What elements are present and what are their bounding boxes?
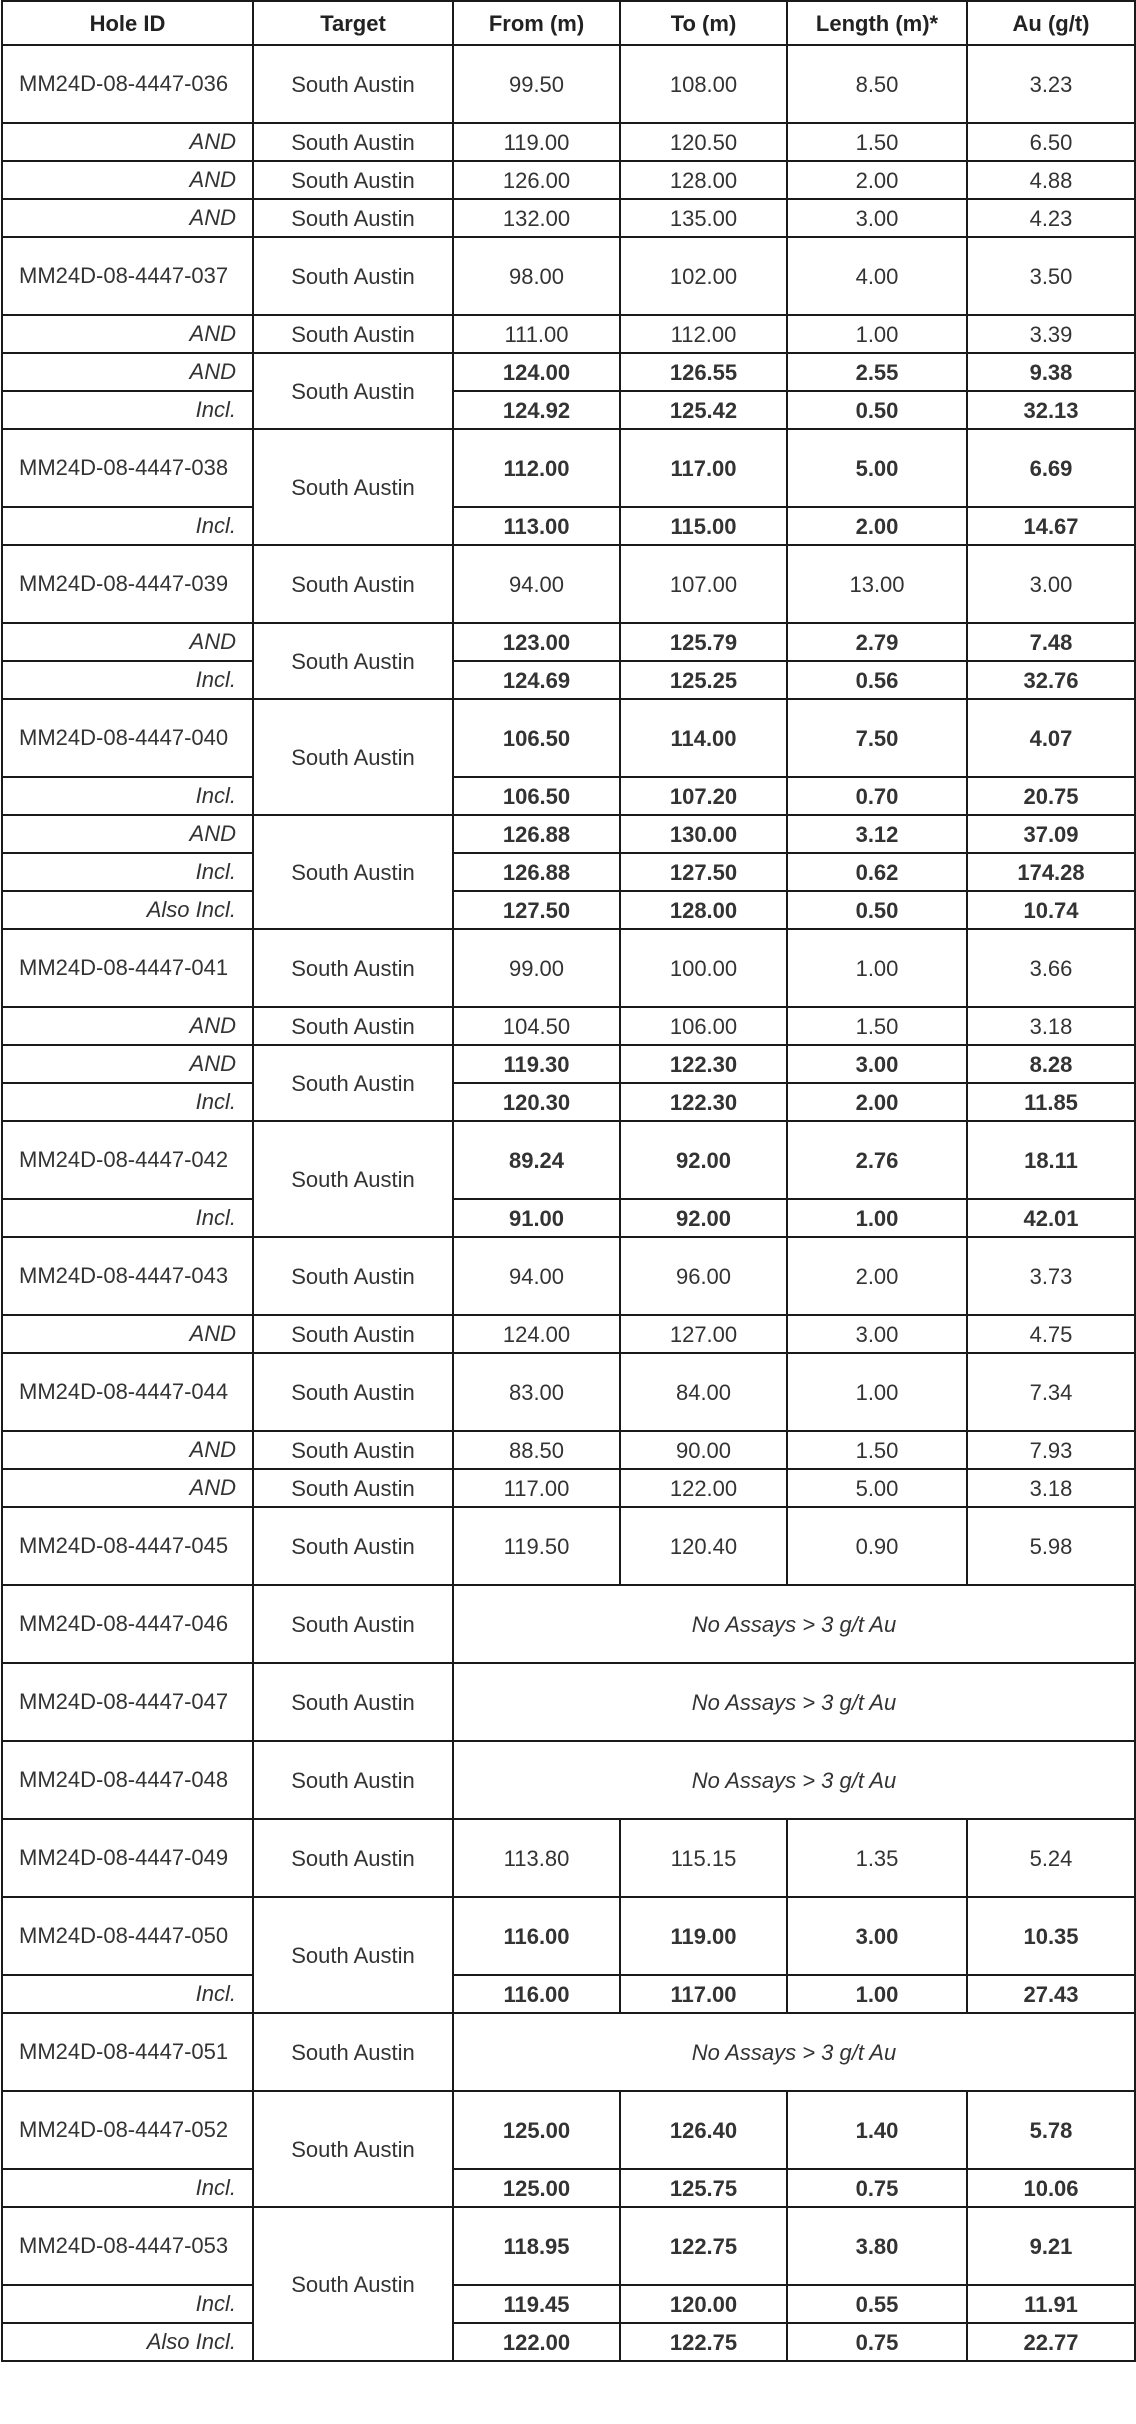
table-row — [2, 545, 1135, 623]
cell-to: 122.30 — [620, 1045, 787, 1083]
cell-au: 4.88 — [967, 161, 1135, 199]
table-row — [2, 1083, 1135, 1121]
cell-from: 124.00 — [453, 353, 620, 391]
cell-target: South Austin — [253, 161, 453, 199]
cell-from: 88.50 — [453, 1431, 620, 1469]
cell-au: 3.66 — [967, 929, 1135, 1007]
cell-hole-id: MM24D-08-4447-039 — [2, 545, 253, 623]
table-row — [2, 2207, 1135, 2285]
cell-from: 126.88 — [453, 815, 620, 853]
cell-target: South Austin — [253, 1007, 453, 1045]
cell-hole-id: MM24D-08-4447-043 — [2, 1237, 253, 1315]
table-row — [2, 1897, 1135, 1975]
cell-hole-id: MM24D-08-4447-050 — [2, 1897, 253, 1975]
table-row — [2, 2091, 1135, 2169]
table-row — [2, 1121, 1135, 1199]
table-row — [2, 2323, 1135, 2361]
cell-hole-id: Incl. — [2, 853, 253, 891]
cell-target: South Austin — [253, 2091, 453, 2207]
cell-length: 2.00 — [787, 507, 967, 545]
cell-to: 106.00 — [620, 1007, 787, 1045]
cell-from: 106.50 — [453, 777, 620, 815]
cell-hole-id: AND — [2, 199, 253, 237]
cell-au: 8.28 — [967, 1045, 1135, 1083]
header-from: From (m) — [453, 1, 620, 45]
table-row — [2, 123, 1135, 161]
table-row — [2, 391, 1135, 429]
cell-au: 42.01 — [967, 1199, 1135, 1237]
cell-length: 4.00 — [787, 237, 967, 315]
cell-from: 119.50 — [453, 1507, 620, 1585]
table-row — [2, 199, 1135, 237]
cell-length: 1.50 — [787, 123, 967, 161]
cell-target: South Austin — [253, 1585, 453, 1663]
cell-to: 125.42 — [620, 391, 787, 429]
table-row — [2, 1237, 1135, 1315]
cell-au: 11.85 — [967, 1083, 1135, 1121]
cell-target: South Austin — [253, 315, 453, 353]
table-row — [2, 777, 1135, 815]
table-row — [2, 1469, 1135, 1507]
cell-target: South Austin — [253, 1353, 453, 1431]
cell-au: 20.75 — [967, 777, 1135, 815]
cell-from: 94.00 — [453, 545, 620, 623]
cell-hole-id: AND — [2, 161, 253, 199]
cell-to: 114.00 — [620, 699, 787, 777]
cell-au: 3.23 — [967, 45, 1135, 123]
cell-target: South Austin — [253, 2013, 453, 2091]
cell-to: 120.00 — [620, 2285, 787, 2323]
cell-length: 3.00 — [787, 1045, 967, 1083]
header-row — [2, 1, 1135, 45]
cell-hole-id: MM24D-08-4447-049 — [2, 1819, 253, 1897]
cell-au: 9.21 — [967, 2207, 1135, 2285]
cell-length: 3.12 — [787, 815, 967, 853]
cell-target: South Austin — [253, 2207, 453, 2361]
cell-hole-id: AND — [2, 123, 253, 161]
cell-to: 107.00 — [620, 545, 787, 623]
cell-hole-id: Incl. — [2, 2169, 253, 2207]
cell-to: 125.25 — [620, 661, 787, 699]
cell-target: South Austin — [253, 699, 453, 815]
header-hole-id: Hole ID — [2, 1, 253, 45]
table-row — [2, 507, 1135, 545]
cell-no-assays-note: No Assays > 3 g/t Au — [453, 1663, 1135, 1741]
cell-from: 132.00 — [453, 199, 620, 237]
header-to: To (m) — [620, 1, 787, 45]
cell-au: 6.50 — [967, 123, 1135, 161]
cell-target: South Austin — [253, 1469, 453, 1507]
cell-length: 2.55 — [787, 353, 967, 391]
cell-from: 83.00 — [453, 1353, 620, 1431]
cell-hole-id: Incl. — [2, 507, 253, 545]
cell-hole-id: Incl. — [2, 777, 253, 815]
cell-au: 5.98 — [967, 1507, 1135, 1585]
cell-from: 113.80 — [453, 1819, 620, 1897]
cell-target: South Austin — [253, 45, 453, 123]
cell-from: 99.00 — [453, 929, 620, 1007]
cell-from: 125.00 — [453, 2091, 620, 2169]
cell-to: 107.20 — [620, 777, 787, 815]
cell-from: 104.50 — [453, 1007, 620, 1045]
cell-target: South Austin — [253, 929, 453, 1007]
cell-to: 84.00 — [620, 1353, 787, 1431]
cell-to: 120.40 — [620, 1507, 787, 1585]
cell-hole-id: AND — [2, 1469, 253, 1507]
cell-length: 0.75 — [787, 2169, 967, 2207]
table-row — [2, 891, 1135, 929]
cell-to: 117.00 — [620, 429, 787, 507]
header-au: Au (g/t) — [967, 1, 1135, 45]
cell-from: 126.88 — [453, 853, 620, 891]
cell-hole-id: MM24D-08-4447-037 — [2, 237, 253, 315]
cell-au: 37.09 — [967, 815, 1135, 853]
cell-target: South Austin — [253, 237, 453, 315]
cell-length: 1.50 — [787, 1007, 967, 1045]
table-row — [2, 2169, 1135, 2207]
cell-au: 22.77 — [967, 2323, 1135, 2361]
cell-length: 2.00 — [787, 1083, 967, 1121]
cell-length: 2.00 — [787, 161, 967, 199]
cell-hole-id: MM24D-08-4447-042 — [2, 1121, 253, 1199]
cell-hole-id: Incl. — [2, 2285, 253, 2323]
cell-au: 11.91 — [967, 2285, 1135, 2323]
table-row — [2, 315, 1135, 353]
cell-length: 0.70 — [787, 777, 967, 815]
cell-length: 1.35 — [787, 1819, 967, 1897]
cell-no-assays-note: No Assays > 3 g/t Au — [453, 2013, 1135, 2091]
cell-target: South Austin — [253, 199, 453, 237]
cell-target: South Austin — [253, 815, 453, 929]
cell-to: 128.00 — [620, 161, 787, 199]
table-row — [2, 661, 1135, 699]
cell-hole-id: Incl. — [2, 1975, 253, 2013]
cell-target: South Austin — [253, 1431, 453, 1469]
cell-au: 32.13 — [967, 391, 1135, 429]
cell-hole-id: AND — [2, 623, 253, 661]
cell-au: 32.76 — [967, 661, 1135, 699]
cell-from: 118.95 — [453, 2207, 620, 2285]
cell-from: 122.00 — [453, 2323, 620, 2361]
cell-hole-id: Incl. — [2, 1199, 253, 1237]
cell-target: South Austin — [253, 1897, 453, 2013]
cell-length: 0.56 — [787, 661, 967, 699]
cell-to: 127.50 — [620, 853, 787, 891]
cell-no-assays-note: No Assays > 3 g/t Au — [453, 1741, 1135, 1819]
cell-target: South Austin — [253, 1507, 453, 1585]
cell-from: 111.00 — [453, 315, 620, 353]
table-row — [2, 1507, 1135, 1585]
cell-length: 3.80 — [787, 2207, 967, 2285]
cell-hole-id: MM24D-08-4447-045 — [2, 1507, 253, 1585]
cell-to: 117.00 — [620, 1975, 787, 2013]
cell-hole-id: Incl. — [2, 1083, 253, 1121]
cell-length: 8.50 — [787, 45, 967, 123]
cell-length: 3.00 — [787, 199, 967, 237]
cell-target: South Austin — [253, 1237, 453, 1315]
cell-to: 122.00 — [620, 1469, 787, 1507]
cell-hole-id: Also Incl. — [2, 2323, 253, 2361]
cell-to: 92.00 — [620, 1199, 787, 1237]
cell-target: South Austin — [253, 1315, 453, 1353]
cell-au: 10.35 — [967, 1897, 1135, 1975]
cell-from: 106.50 — [453, 699, 620, 777]
table-row — [2, 1045, 1135, 1083]
table-row — [2, 815, 1135, 853]
table-row — [2, 1007, 1135, 1045]
cell-to: 127.00 — [620, 1315, 787, 1353]
cell-to: 122.75 — [620, 2207, 787, 2285]
cell-to: 122.75 — [620, 2323, 787, 2361]
cell-au: 3.39 — [967, 315, 1135, 353]
cell-from: 127.50 — [453, 891, 620, 929]
cell-from: 124.69 — [453, 661, 620, 699]
cell-to: 128.00 — [620, 891, 787, 929]
cell-to: 115.15 — [620, 1819, 787, 1897]
cell-to: 90.00 — [620, 1431, 787, 1469]
table-row — [2, 1663, 1135, 1741]
cell-length: 3.00 — [787, 1315, 967, 1353]
cell-to: 135.00 — [620, 199, 787, 237]
cell-au: 3.50 — [967, 237, 1135, 315]
cell-from: 116.00 — [453, 1897, 620, 1975]
cell-au: 9.38 — [967, 353, 1135, 391]
cell-hole-id: AND — [2, 353, 253, 391]
cell-length: 2.00 — [787, 1237, 967, 1315]
cell-to: 102.00 — [620, 237, 787, 315]
cell-length: 1.00 — [787, 1353, 967, 1431]
cell-to: 112.00 — [620, 315, 787, 353]
table-row — [2, 853, 1135, 891]
cell-to: 108.00 — [620, 45, 787, 123]
cell-au: 18.11 — [967, 1121, 1135, 1199]
cell-from: 117.00 — [453, 1469, 620, 1507]
cell-target: South Austin — [253, 1663, 453, 1741]
cell-target: South Austin — [253, 1045, 453, 1121]
cell-hole-id: MM24D-08-4447-036 — [2, 45, 253, 123]
cell-length: 1.00 — [787, 929, 967, 1007]
cell-from: 119.45 — [453, 2285, 620, 2323]
cell-hole-id: MM24D-08-4447-051 — [2, 2013, 253, 2091]
cell-length: 0.62 — [787, 853, 967, 891]
cell-au: 7.34 — [967, 1353, 1135, 1431]
cell-from: 119.30 — [453, 1045, 620, 1083]
header-target: Target — [253, 1, 453, 45]
cell-from: 123.00 — [453, 623, 620, 661]
cell-to: 125.75 — [620, 2169, 787, 2207]
cell-au: 10.06 — [967, 2169, 1135, 2207]
cell-length: 0.90 — [787, 1507, 967, 1585]
table-row — [2, 1315, 1135, 1353]
cell-from: 116.00 — [453, 1975, 620, 2013]
table-row — [2, 2285, 1135, 2323]
table-row — [2, 45, 1135, 123]
cell-target: South Austin — [253, 1121, 453, 1237]
cell-hole-id: Incl. — [2, 661, 253, 699]
cell-to: 122.30 — [620, 1083, 787, 1121]
cell-au: 174.28 — [967, 853, 1135, 891]
cell-au: 6.69 — [967, 429, 1135, 507]
cell-au: 10.74 — [967, 891, 1135, 929]
table-row — [2, 1741, 1135, 1819]
cell-hole-id: MM24D-08-4447-040 — [2, 699, 253, 777]
cell-to: 92.00 — [620, 1121, 787, 1199]
cell-au: 7.48 — [967, 623, 1135, 661]
cell-au: 5.24 — [967, 1819, 1135, 1897]
cell-hole-id: MM24D-08-4447-046 — [2, 1585, 253, 1663]
table-row — [2, 699, 1135, 777]
cell-au: 3.18 — [967, 1007, 1135, 1045]
cell-hole-id: AND — [2, 815, 253, 853]
cell-hole-id: AND — [2, 1045, 253, 1083]
cell-length: 2.79 — [787, 623, 967, 661]
cell-length: 0.55 — [787, 2285, 967, 2323]
cell-to: 130.00 — [620, 815, 787, 853]
cell-au: 14.67 — [967, 507, 1135, 545]
cell-au: 3.00 — [967, 545, 1135, 623]
cell-length: 5.00 — [787, 429, 967, 507]
cell-hole-id: MM24D-08-4447-053 — [2, 2207, 253, 2285]
cell-hole-id: MM24D-08-4447-044 — [2, 1353, 253, 1431]
cell-hole-id: MM24D-08-4447-047 — [2, 1663, 253, 1741]
cell-hole-id: AND — [2, 1007, 253, 1045]
cell-to: 126.40 — [620, 2091, 787, 2169]
assay-results-table — [1, 0, 1136, 2362]
cell-length: 1.00 — [787, 315, 967, 353]
cell-from: 112.00 — [453, 429, 620, 507]
cell-target: South Austin — [253, 123, 453, 161]
cell-length: 2.76 — [787, 1121, 967, 1199]
cell-length: 0.75 — [787, 2323, 967, 2361]
cell-target: South Austin — [253, 1819, 453, 1897]
cell-length: 1.00 — [787, 1975, 967, 2013]
cell-from: 113.00 — [453, 507, 620, 545]
cell-length: 5.00 — [787, 1469, 967, 1507]
table-row — [2, 623, 1135, 661]
cell-from: 120.30 — [453, 1083, 620, 1121]
cell-from: 98.00 — [453, 237, 620, 315]
cell-from: 125.00 — [453, 2169, 620, 2207]
cell-length: 13.00 — [787, 545, 967, 623]
cell-to: 96.00 — [620, 1237, 787, 1315]
cell-hole-id: AND — [2, 1315, 253, 1353]
cell-hole-id: Incl. — [2, 391, 253, 429]
header-length: Length (m)* — [787, 1, 967, 45]
cell-hole-id: MM24D-08-4447-052 — [2, 2091, 253, 2169]
cell-hole-id: Also Incl. — [2, 891, 253, 929]
cell-length: 3.00 — [787, 1897, 967, 1975]
cell-au: 3.73 — [967, 1237, 1135, 1315]
table-row — [2, 1975, 1135, 2013]
cell-au: 4.75 — [967, 1315, 1135, 1353]
table-row — [2, 1585, 1135, 1663]
cell-target: South Austin — [253, 545, 453, 623]
cell-from: 99.50 — [453, 45, 620, 123]
table-row — [2, 2013, 1135, 2091]
cell-from: 126.00 — [453, 161, 620, 199]
table-row — [2, 1199, 1135, 1237]
table-row — [2, 237, 1135, 315]
cell-from: 124.00 — [453, 1315, 620, 1353]
cell-au: 3.18 — [967, 1469, 1135, 1507]
cell-hole-id: MM24D-08-4447-038 — [2, 429, 253, 507]
cell-au: 7.93 — [967, 1431, 1135, 1469]
cell-length: 1.40 — [787, 2091, 967, 2169]
cell-au: 4.23 — [967, 199, 1135, 237]
table-row — [2, 929, 1135, 1007]
cell-from: 94.00 — [453, 1237, 620, 1315]
cell-from: 119.00 — [453, 123, 620, 161]
cell-from: 91.00 — [453, 1199, 620, 1237]
cell-length: 1.00 — [787, 1199, 967, 1237]
cell-length: 0.50 — [787, 891, 967, 929]
cell-au: 27.43 — [967, 1975, 1135, 2013]
cell-target: South Austin — [253, 429, 453, 545]
cell-hole-id: MM24D-08-4447-041 — [2, 929, 253, 1007]
cell-hole-id: AND — [2, 315, 253, 353]
table-row — [2, 161, 1135, 199]
cell-to: 119.00 — [620, 1897, 787, 1975]
cell-target: South Austin — [253, 353, 453, 429]
cell-to: 125.79 — [620, 623, 787, 661]
cell-length: 0.50 — [787, 391, 967, 429]
cell-au: 5.78 — [967, 2091, 1135, 2169]
cell-target: South Austin — [253, 1741, 453, 1819]
cell-to: 115.00 — [620, 507, 787, 545]
cell-to: 120.50 — [620, 123, 787, 161]
cell-target: South Austin — [253, 623, 453, 699]
cell-from: 124.92 — [453, 391, 620, 429]
table-row — [2, 1431, 1135, 1469]
cell-length: 1.50 — [787, 1431, 967, 1469]
cell-from: 89.24 — [453, 1121, 620, 1199]
cell-au: 4.07 — [967, 699, 1135, 777]
table-row — [2, 1353, 1135, 1431]
table-row — [2, 1819, 1135, 1897]
cell-to: 126.55 — [620, 353, 787, 391]
table-row — [2, 429, 1135, 507]
cell-to: 100.00 — [620, 929, 787, 1007]
cell-hole-id: MM24D-08-4447-048 — [2, 1741, 253, 1819]
table-row — [2, 353, 1135, 391]
cell-no-assays-note: No Assays > 3 g/t Au — [453, 1585, 1135, 1663]
cell-length: 7.50 — [787, 699, 967, 777]
table-body — [2, 45, 1135, 2361]
cell-hole-id: AND — [2, 1431, 253, 1469]
